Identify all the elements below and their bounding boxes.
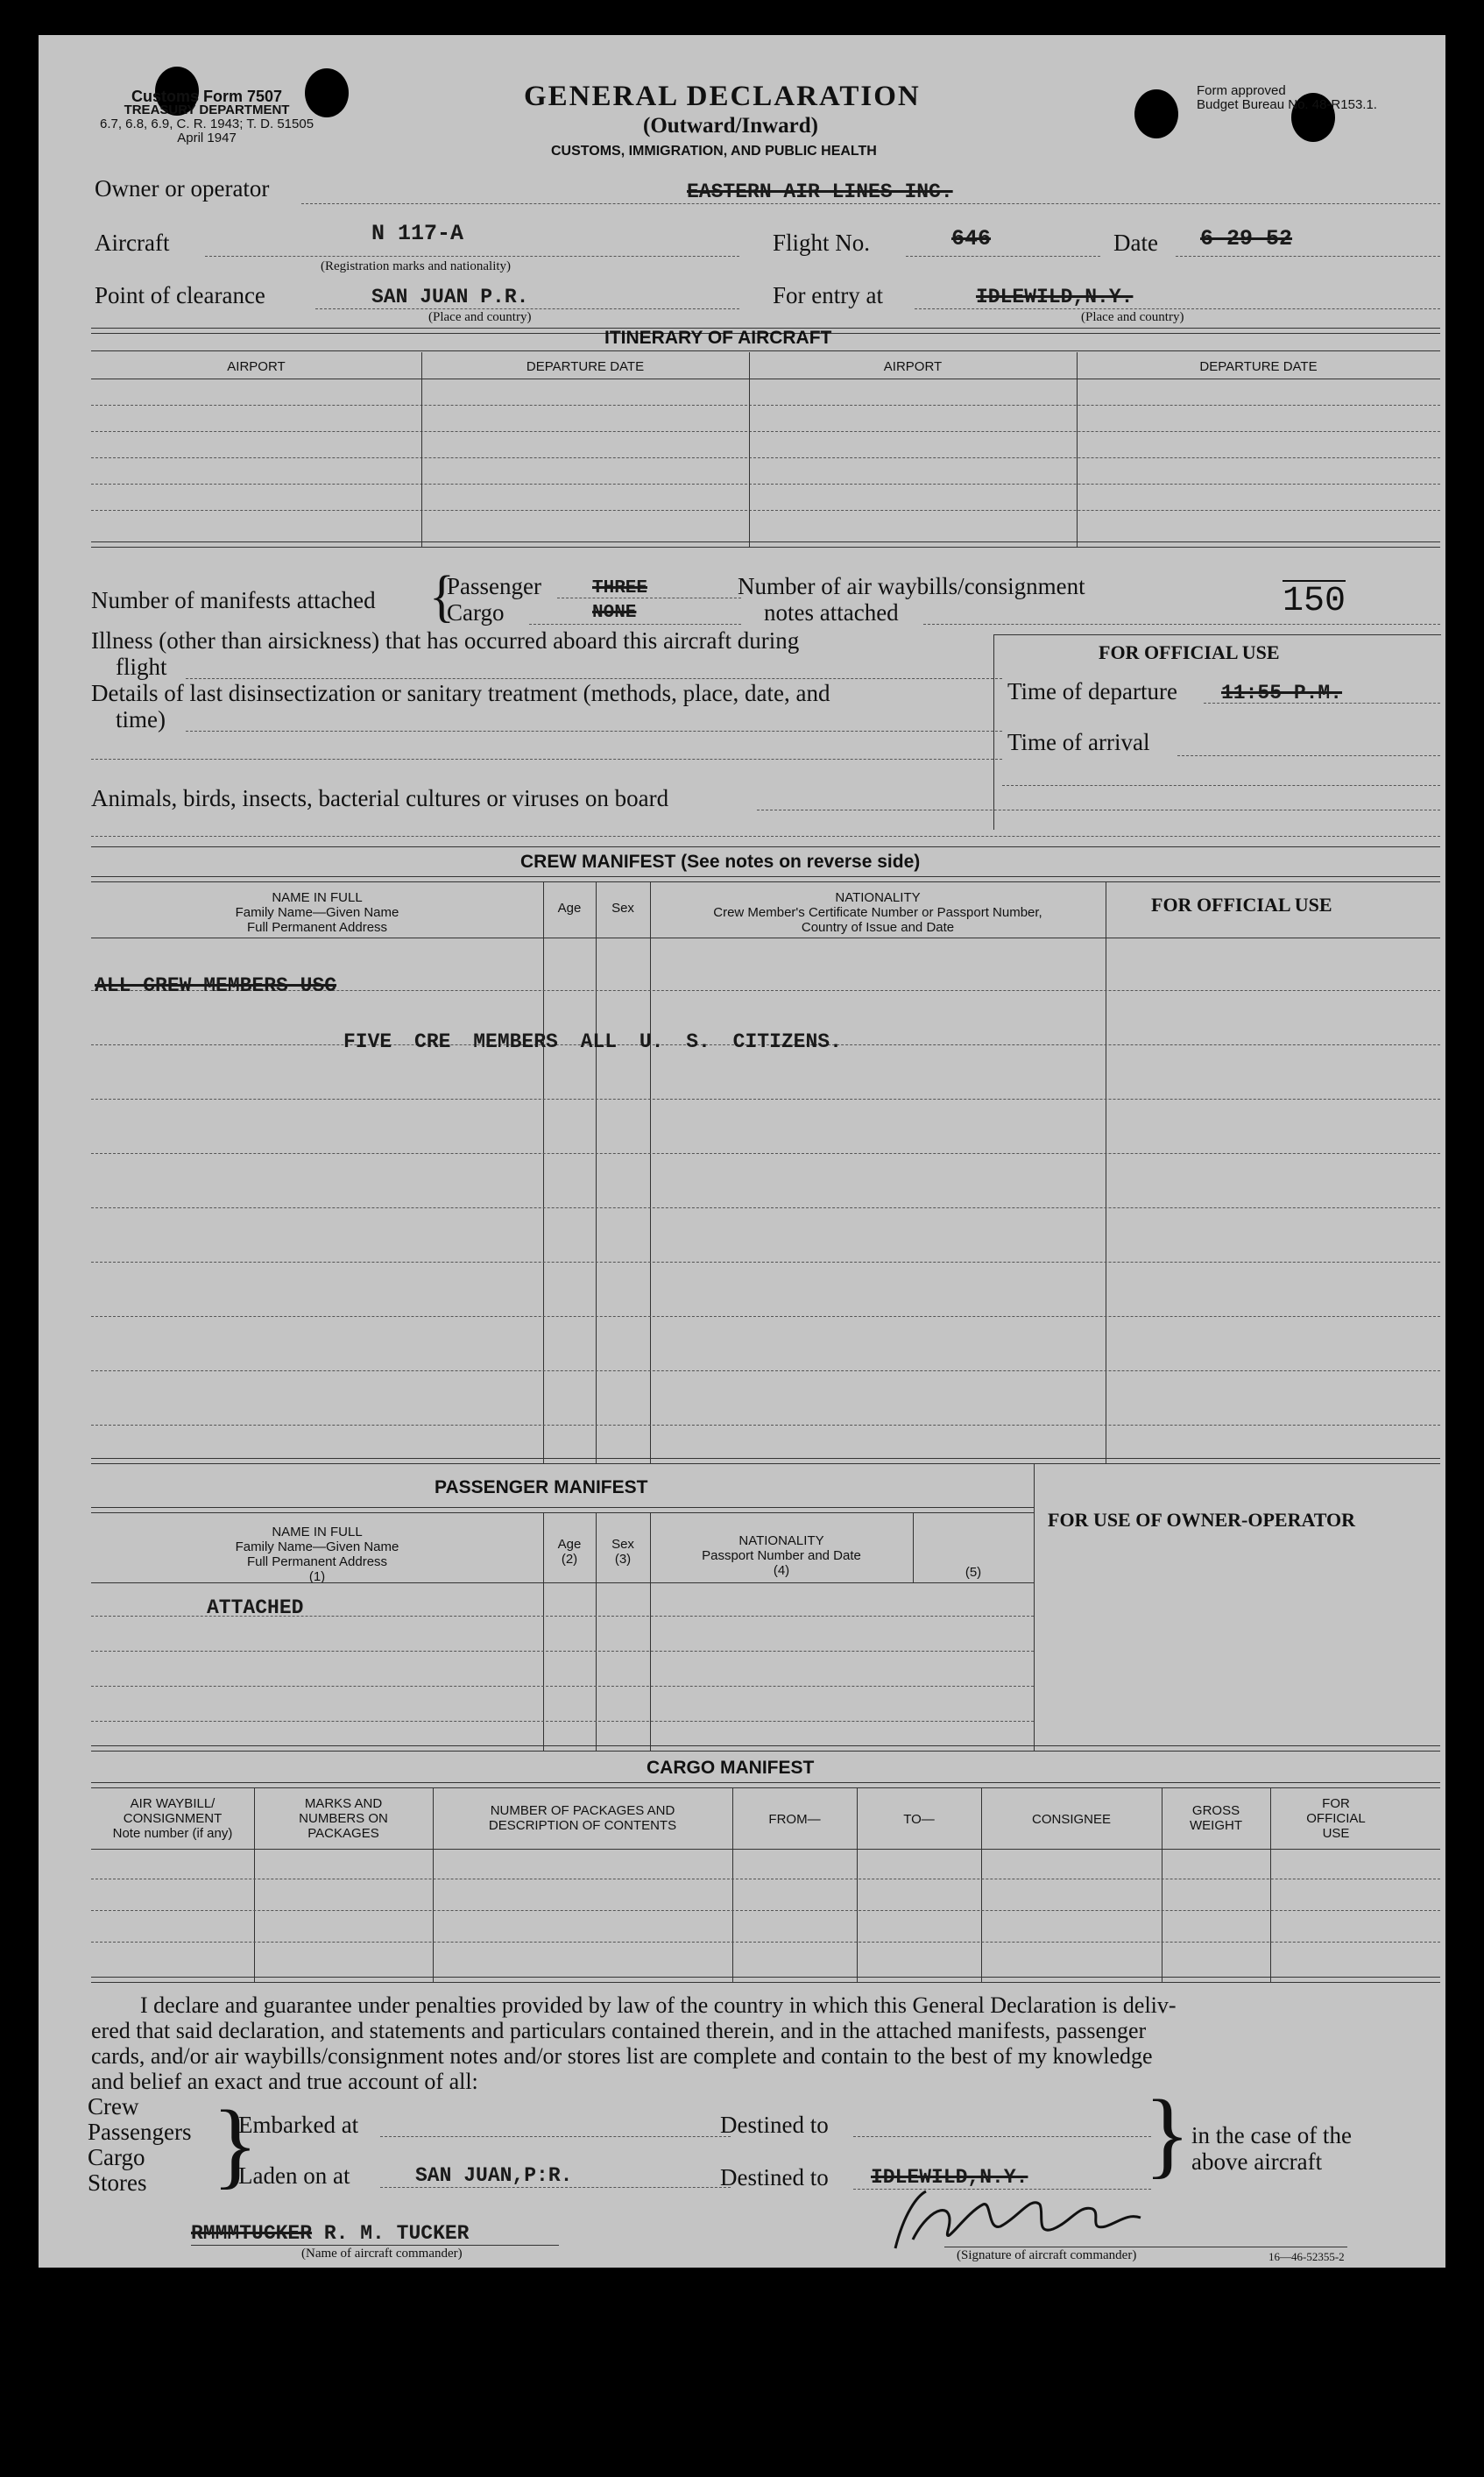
place-note-2: (Place and country) (1081, 310, 1184, 324)
entry-value: IDLEWILD,N.Y. (976, 286, 1134, 308)
cargo-header-weight: GROSS WEIGHT (1190, 1803, 1242, 1833)
destined-label-2: Destined to (720, 2164, 829, 2190)
animals-label: Animals, birds, insects, bacterial cultures or viruses on board (91, 785, 669, 811)
date-label: Date (1113, 230, 1158, 256)
passenger-header-age: Age (2) (557, 1537, 582, 1567)
place-note: (Place and country) (428, 310, 532, 324)
itinerary-header-departure: DEPARTURE DATE (526, 359, 645, 374)
illness-label-2: flight (116, 654, 167, 680)
crew-header-sex: Sex (611, 901, 634, 916)
laden-label: Laden on at (238, 2162, 350, 2189)
form-subtitle-2: CUSTOMS, IMMIGRATION, AND PUBLIC HEALTH (551, 144, 877, 159)
arrival-time-label: Time of arrival (1007, 729, 1150, 755)
cargo-header-official: FOR OFFICIAL USE (1306, 1796, 1366, 1841)
passenger-count-value: THREE (592, 578, 648, 598)
passenger-header-sex: Sex (3) (611, 1537, 634, 1567)
commander-struck-name: RMMMTUCKER (191, 2222, 313, 2245)
passenger-header-name: NAME IN FULL Family Name—Given Name Full Permanent Address (1) (235, 1525, 399, 1584)
itinerary-header-airport: AIRPORT (227, 359, 286, 374)
manifests-label: Number of manifests attached (91, 587, 376, 613)
crew-header-name: NAME IN FULL Family Name—Given Name Full Permanent Address (235, 890, 399, 935)
form-subtitle: (Outward/Inward) (643, 114, 819, 138)
aircraft-value: N 117-A (371, 221, 464, 246)
itinerary-header-departure-2: DEPARTURE DATE (1199, 359, 1318, 374)
cargo-header-to: TO— (903, 1812, 935, 1827)
crew-manifest-title: CREW MANIFEST (See notes on reverse side) (520, 852, 921, 872)
illness-label: Illness (other than airsickness) that has occurred aboard this aircraft during (91, 627, 800, 654)
commander-name-note: (Name of aircraft commander) (301, 2247, 463, 2261)
cargo-count-label: Cargo (447, 599, 505, 626)
passenger-manifest-title: PASSENGER MANIFEST (435, 1477, 648, 1497)
destined-value: IDLEWILD,N.Y. (871, 2166, 1028, 2189)
punch-hole (1134, 89, 1178, 138)
cargo-header-consignee: CONSIGNEE (1031, 1812, 1111, 1827)
department: TREASURY DEPARTMENT (124, 103, 290, 117)
crew-entry: ALL CREW MEMBERS USC (95, 974, 337, 997)
crew-header-nationality: NATIONALITY Crew Member's Certificate Number or Passport Number, Country of Issue and Date (713, 890, 1042, 935)
crew-entry: FIVE CRE MEMBERS ALL U. S. CITIZENS. (343, 1030, 842, 1053)
declaration-form: Customs Form 7507 TREASURY DEPARTMENT 6.7, 6.8, 6.9, C. R. 1943; T. D. 51505 April 1947 GENERAL DECLARATION (Outward/Inward) CUSTOMS, IMMIGRATION, AND PUBLIC HEALTH Form approved Budget Bureau No. 48-R153.1. Owner or operator EASTERN AIR LINES INC. Aircraft N 117-A (Registration marks and nationality) Flight No. 646 Date 6-29-52 Point of clearance SAN JUAN P.R. (Place and country) For entry at IDLEWILD,N.Y. (Place and country) ITINERARY OF AIRCRAFT AIRPORT DEPARTURE DATE AIRPORT DEPARTURE DATE Number of manifests attached { Passenger THREE Cargo NONE Number of air waybills/consignment notes attached 150 Illness (other than airsickness) that has occurred aboard this aircraft during flight Details of last disinsectization or sanitary treatment (methods, place, date, and time) Animals, birds, insects, bacterial cultures or viruses on board FOR OFFICIAL USE Time of departure 11:55 P.M. Time of arrival CREW MANIFEST (See notes on reverse side) NAME IN FULL Family Name—Given Name Full Permanent Address Age Sex NATIONALITY Crew Member's Certificate Number or Passport Number, Country of Issue and Date FOR OFFICIAL USE ALL CREW MEMBERS USC FIVE CRE MEMBERS ALL U. S. CITIZENS. PASSENGER MANIFEST NAME IN FULL Family Name—Given Name Full Permanent Address (1) Age (2) Sex (3) NATIONALITY Passport Number and Date (4) (5) FOR USE OF OWNER-OPERATOR ATTACHED CARGO MANIFEST AIR WAYBILL/ CONSIGNMENT Note number (if any) MARKS AND NUMBERS ON PACKAGES NUMBER OF PACKAGES AND DESCRIPTION OF CONTENTS FROM— TO— CONSIGNEE GROSS WEIGHT FOR OFFICIAL USE I declare and guarantee under penalties provided by law of the country in which this General Declaration is deliv- ered that said declaration, and statements and particulars contained therein, and in the attached manifests, passenger cards, and/or air waybills/consignment notes and/or stores list are complete and contain to the best of my knowledge and belief an exact and true account of all: Crew Passengers Cargo Stores } Embarked at Laden on at SAN JUAN,P:R. Destined to Destined to IDLEWILD,N.Y. } in the case of the above aircraft RMMMTUCKER R. M. TUCKER (Name of aircraft commander) (Signature of aircraft commander) 16—46-52355-2 (39, 35, 1445, 2268)
cargo-header-from: FROM— (768, 1812, 821, 1827)
cargo-header-waybill: AIR WAYBILL/ CONSIGNMENT Note number (if any) (112, 1796, 233, 1841)
owner-label: Owner or operator (95, 175, 270, 202)
passenger-entry: ATTACHED (207, 1596, 304, 1619)
budget-text: Budget Bureau No. 48-R153.1. (1197, 97, 1377, 112)
waybills-label: Number of air waybills/consignment (738, 573, 1085, 599)
form-approval (1197, 84, 1377, 112)
form-title: GENERAL DECLARATION (524, 81, 921, 112)
entry-label: For entry at (773, 282, 883, 308)
regulations: 6.7, 6.8, 6.9, C. R. 1943; T. D. 51505 (100, 117, 314, 131)
flight-value: 646 (951, 226, 992, 251)
cargo-header-marks: MARKS AND NUMBERS ON PACKAGES (299, 1796, 388, 1841)
print-code: 16—46-52355-2 (1268, 2250, 1345, 2263)
itinerary-header-airport-2: AIRPORT (883, 359, 943, 374)
clearance-value: SAN JUAN P.R. (371, 286, 529, 308)
crew-official-use: FOR OFFICIAL USE (1151, 894, 1332, 916)
waybills-value: 150 (1283, 582, 1346, 621)
signature-note: (Signature of aircraft commander) (957, 2248, 1137, 2262)
disinsection-label-2: time) (116, 706, 166, 732)
form-header-left (100, 89, 314, 145)
cargo-count-value: NONE (592, 603, 637, 623)
approved-text: Form approved (1197, 83, 1286, 98)
crew-header-age: Age (557, 901, 582, 916)
form-number: Customs Form 7507 (131, 88, 283, 105)
laden-value: SAN JUAN,P:R. (415, 2164, 573, 2187)
passenger-count-label: Passenger (447, 573, 541, 599)
passenger-header-nationality: NATIONALITY Passport Number and Date (4) (702, 1533, 861, 1578)
case-label: in the case of the above aircraft (1191, 2122, 1352, 2175)
embarked-label: Embarked at (238, 2112, 359, 2138)
cargo-header-packages: NUMBER OF PACKAGES AND DESCRIPTION OF CONTENTS (488, 1803, 677, 1833)
flight-label: Flight No. (773, 230, 871, 256)
form-date: April 1947 (177, 131, 237, 145)
commander-name-value: R. M. TUCKER (323, 2222, 470, 2245)
disinsection-label: Details of last disinsectization or sanitary treatment (methods, place, date, and (91, 680, 830, 706)
destined-label: Destined to (720, 2112, 829, 2138)
waybills-label-2: notes attached (764, 599, 899, 626)
departure-time-value: 11:55 P.M. (1221, 682, 1343, 704)
commander-name (191, 2222, 469, 2245)
clearance-label: Point of clearance (95, 282, 265, 308)
passenger-header-col5: (5) (965, 1565, 982, 1580)
departure-time-label: Time of departure (1007, 678, 1177, 704)
aircraft-note: (Registration marks and nationality) (321, 259, 512, 273)
signature (878, 2178, 1158, 2257)
date-value: 6-29-52 (1200, 226, 1293, 251)
declaration-text: I declare and guarantee under penalties provided by law of the country in which this General Declaration is deliv- ered that said declaration, and statements and particulars contained therein, and in the attached manifests, passenger cards, and/or air waybills/consignment notes and/or stores list are complete and contain to the best of my knowledge and belief an exact and true account of all: (91, 1992, 1177, 2094)
itinerary-title: ITINERARY OF AIRCRAFT (604, 328, 832, 348)
owner-value: EASTERN AIR LINES INC. (687, 180, 953, 203)
aircraft-label: Aircraft (95, 230, 170, 256)
owner-operator-use: FOR USE OF OWNER-OPERATOR (1048, 1509, 1356, 1531)
declaration-categories: Crew Passengers Cargo Stores (88, 2093, 192, 2196)
cargo-manifest-title: CARGO MANIFEST (647, 1758, 815, 1778)
official-use-title: FOR OFFICIAL USE (1099, 641, 1280, 663)
